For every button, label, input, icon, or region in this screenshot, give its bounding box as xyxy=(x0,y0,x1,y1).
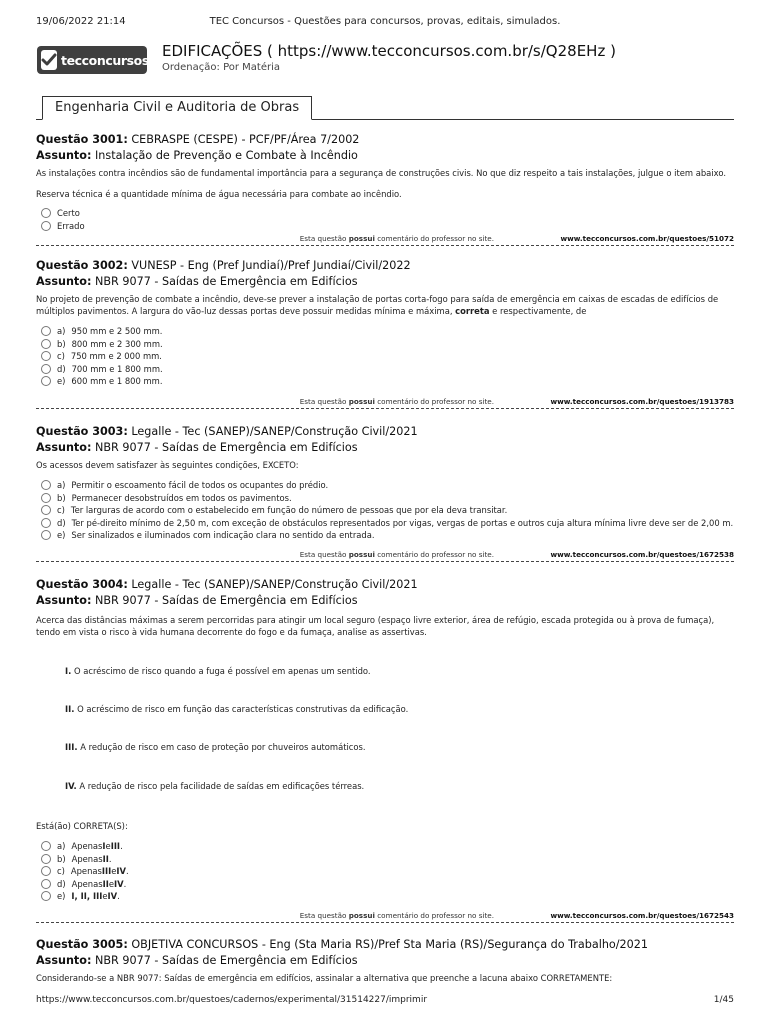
comment-note xyxy=(300,397,494,406)
subject-text: Instalação de Prevenção e Combate à Incêndio xyxy=(94,149,358,162)
question-header xyxy=(36,258,734,274)
question-source: Legalle - Tec (SANEP)/SANEP/Construção Civil/2021 xyxy=(131,425,418,438)
question-number: Questão 3001: xyxy=(36,133,128,146)
options-list xyxy=(36,325,734,388)
tecconcursos-logo xyxy=(37,46,147,74)
radio-button[interactable] xyxy=(41,530,51,540)
comment-note xyxy=(300,550,494,559)
option-roman: II xyxy=(102,878,109,889)
question-3005 xyxy=(36,937,734,984)
question-3004 xyxy=(36,577,734,638)
option-letter: c) xyxy=(57,866,65,877)
subject-tab: Engenharia Civil e Auditoria de Obras xyxy=(42,96,312,120)
subject-label: Assunto: xyxy=(36,275,92,288)
question-paragraph: Os acessos devem satisfazer às seguintes condições, EXCETO: xyxy=(36,460,299,470)
question-footer xyxy=(36,233,734,246)
option-text: e xyxy=(111,866,117,877)
question-number: Questão 3004: xyxy=(36,578,128,591)
print-date: 19/06/2022 21:14 xyxy=(36,16,126,27)
comment-note-prefix: Esta questão xyxy=(299,910,349,920)
assertive-iii xyxy=(65,742,366,752)
question-paragraph: Reserva técnica é a quantidade mínima de água necessária para combate ao incêndio. xyxy=(36,189,402,199)
options-list xyxy=(36,479,734,542)
option-a[interactable] xyxy=(36,479,734,492)
option-text: Errado xyxy=(57,220,85,231)
option-roman: IV xyxy=(107,891,118,902)
radio-button[interactable] xyxy=(41,480,51,490)
subject-label: Assunto: xyxy=(36,954,92,967)
comment-note-suffix: comentário do professor no site. xyxy=(374,910,494,920)
question-3002 xyxy=(36,258,734,409)
question-url[interactable]: www.tecconcursos.com.br/questoes/1913783 xyxy=(550,396,734,406)
comment-note xyxy=(300,911,494,920)
question-3001 xyxy=(36,132,734,246)
option-text: . xyxy=(120,841,123,852)
option-c[interactable] xyxy=(36,350,734,363)
assertive-text: A redução de risco em caso de proteção por chuveiros automáticos. xyxy=(77,742,366,752)
question-paragraph: Acerca das distâncias máximas a serem percorridas para atingir um local seguro (espaço livre exterior, área de refúgio, escada protegida ou à prova de fumaça), tendo em vista o risco à vida humana decorrente do fogo e da fumaça, analise as assertivas. xyxy=(36,615,715,637)
question-source: VUNESP - Eng (Pref Jundiaí)/Pref Jundiaí/Civil/2022 xyxy=(131,259,411,272)
option-text: 800 mm e 2 300 mm. xyxy=(71,338,163,349)
print-title: TEC Concursos - Questões para concursos, provas, editais, simulados. xyxy=(209,16,561,27)
comment-note-prefix: Esta questão xyxy=(299,234,349,243)
radio-button[interactable] xyxy=(41,364,51,374)
option-text: 950 mm e 2 500 mm. xyxy=(71,326,163,337)
comment-note-bold: possui xyxy=(348,549,375,559)
option-c[interactable] xyxy=(36,865,734,878)
subject-text: NBR 9077 - Saídas de Emergência em Edifícios xyxy=(94,441,358,454)
option-text: Apenas xyxy=(71,841,103,852)
radio-button[interactable] xyxy=(41,351,51,361)
subject-text: NBR 9077 - Saídas de Emergência em Edifícios xyxy=(94,954,358,967)
radio-button[interactable] xyxy=(41,221,51,231)
option-letter: d) xyxy=(57,517,66,528)
option-text: Permitir o escoamento fácil de todos os ocupantes do prédio. xyxy=(71,480,329,491)
question-subject xyxy=(36,440,734,456)
question-source: CEBRASPE (CESPE) - PCF/PF/Área 7/2002 xyxy=(131,133,360,146)
option-letter: a) xyxy=(57,841,66,852)
option-letter: b) xyxy=(57,853,66,864)
page-number: 1/45 xyxy=(713,995,734,1005)
option-text: Certo xyxy=(57,208,80,219)
option-e[interactable] xyxy=(36,375,734,388)
subject-label: Assunto: xyxy=(36,441,92,454)
subject-label: Assunto: xyxy=(36,594,92,607)
print-url: https://www.tecconcursos.com.br/questoes/cadernos/experimental/31514227/imprimir xyxy=(36,995,428,1005)
assertive-text: O acréscimo de risco em função das características construtivas da edificação. xyxy=(74,704,409,714)
question-source: Legalle - Tec (SANEP)/SANEP/Construção Civil/2021 xyxy=(131,578,418,591)
option-text: 750 mm e 2 000 mm. xyxy=(70,351,162,362)
option-roman: III xyxy=(110,841,121,852)
option-text: e xyxy=(105,841,111,852)
subject-text: NBR 9077 - Saídas de Emergência em Edifícios xyxy=(94,275,358,288)
assertive-number: I. xyxy=(65,666,72,676)
option-letter: a) xyxy=(57,326,66,337)
radio-button[interactable] xyxy=(41,326,51,336)
option-text: . xyxy=(123,878,127,889)
question-url[interactable]: www.tecconcursos.com.br/questoes/1672543 xyxy=(550,910,734,920)
option-text: Ter larguras de acordo com o estabelecido em função do número de pessoas que por ela deva transitar. xyxy=(70,505,508,516)
option-letter: c) xyxy=(57,505,65,516)
option-roman: IV xyxy=(114,878,124,889)
option-text: Apenas xyxy=(70,866,102,877)
question-text xyxy=(36,459,734,471)
checkmark-icon xyxy=(41,50,57,70)
radio-button[interactable] xyxy=(41,505,51,515)
option-text: 600 mm e 1 800 mm. xyxy=(71,376,163,387)
radio-button[interactable] xyxy=(41,891,51,901)
assertive-number: IV. xyxy=(65,781,77,791)
option-certo[interactable] xyxy=(36,207,734,220)
question-source: OBJETIVA CONCURSOS - Eng (Sta Maria RS)/Pref Sta Maria (RS)/Segurança do Trabalho/2021 xyxy=(131,938,648,951)
option-letter: b) xyxy=(57,338,66,349)
assertive-text: A redução de risco pela facilidade de saídas em edificações térreas. xyxy=(76,781,365,791)
option-roman: II xyxy=(102,853,109,864)
question-text xyxy=(36,972,734,984)
question-3004-answers xyxy=(36,820,734,923)
option-a[interactable] xyxy=(36,840,734,853)
option-roman: I, II, III xyxy=(71,891,103,902)
question-header xyxy=(36,132,734,148)
question-number: Questão 3005: xyxy=(36,938,128,951)
question-url[interactable]: www.tecconcursos.com.br/questoes/1672538 xyxy=(550,549,734,559)
option-letter: d) xyxy=(57,363,66,374)
option-e[interactable] xyxy=(36,529,734,542)
option-text: Ser sinalizados e iluminados com indicação clara no sentido da entrada. xyxy=(71,530,375,541)
question-text xyxy=(36,167,734,200)
comment-note-suffix: comentário do professor no site. xyxy=(374,234,494,243)
option-text: e xyxy=(108,878,114,889)
question-header xyxy=(36,937,734,953)
assertive-number: II. xyxy=(65,704,75,714)
comment-note-bold: possui xyxy=(348,396,375,406)
radio-button[interactable] xyxy=(41,866,51,876)
option-text: Ter pé-direito mínimo de 2,50 m, com exceção de obstáculos representados por vigas, vergas de portas e outros cuja altura mínima livre deve ser de 2,00 m. xyxy=(71,517,734,528)
brand-name: tecconcursos xyxy=(61,52,149,68)
question-header xyxy=(36,577,734,593)
radio-button[interactable] xyxy=(41,339,51,349)
question-subject xyxy=(36,953,734,969)
options-list xyxy=(36,840,734,903)
comment-note-suffix: comentário do professor no site. xyxy=(374,549,494,559)
option-e[interactable] xyxy=(36,890,734,903)
option-text: Permanecer desobstruídos em todos os pavimentos. xyxy=(71,492,292,503)
option-letter: b) xyxy=(57,492,66,503)
radio-button[interactable] xyxy=(41,493,51,503)
question-url[interactable]: www.tecconcursos.com.br/questoes/51072 xyxy=(560,234,734,243)
radio-button[interactable] xyxy=(41,208,51,218)
option-letter: a) xyxy=(57,480,66,491)
text-part: e respectivamente, de xyxy=(489,306,587,316)
question-prompt: Está(ão) CORRETA(S): xyxy=(36,821,128,831)
option-d[interactable] xyxy=(36,517,734,530)
comment-note-prefix: Esta questão xyxy=(299,549,349,559)
assertive-i xyxy=(65,666,371,676)
option-c[interactable] xyxy=(36,504,734,517)
question-paragraph xyxy=(36,293,734,317)
comment-note-prefix: Esta questão xyxy=(299,396,349,406)
question-paragraph: Considerando-se a NBR 9077: Saídas de emergência em edifícios, assinalar a alternativa que preenche a lacuna abaixo CORRETAMENTE: xyxy=(36,973,613,983)
question-paragraph: As instalações contra incêndios são de fundamental importância para a segurança de construções civis. No que diz respeito a tais instalações, julgue o item abaixo. xyxy=(36,168,726,178)
radio-button[interactable] xyxy=(41,879,51,889)
option-d[interactable] xyxy=(36,878,734,891)
option-d[interactable] xyxy=(36,363,734,376)
text-emphasis: correta xyxy=(455,306,490,316)
question-3003 xyxy=(36,424,734,562)
question-subject xyxy=(36,274,734,290)
assertive-ii xyxy=(65,704,408,714)
option-text: . xyxy=(117,891,120,902)
option-a[interactable] xyxy=(36,325,734,338)
option-errado[interactable] xyxy=(36,220,734,233)
question-header xyxy=(36,424,734,440)
notebook-order: Ordenação: Por Matéria xyxy=(162,62,280,73)
option-text: . xyxy=(108,853,112,864)
option-roman: I xyxy=(102,841,106,852)
question-text xyxy=(36,293,734,317)
option-roman: III xyxy=(101,866,112,877)
comment-note xyxy=(300,234,494,243)
options-list xyxy=(36,207,734,232)
question-subject xyxy=(36,148,734,164)
comment-note-suffix: comentário do professor no site. xyxy=(374,396,494,406)
notebook-title: EDIFICAÇÕES ( https://www.tecconcursos.com.br/s/Q28EHz ) xyxy=(162,42,616,60)
comment-note-bold: possui xyxy=(348,234,375,243)
option-letter: e) xyxy=(57,530,66,541)
radio-button[interactable] xyxy=(41,841,51,851)
option-b[interactable] xyxy=(36,338,734,351)
radio-button[interactable] xyxy=(41,518,51,528)
question-subject xyxy=(36,593,734,609)
comment-note-bold: possui xyxy=(348,910,375,920)
option-text: Apenas xyxy=(71,853,103,864)
option-text: 700 mm e 1 800 mm. xyxy=(71,363,163,374)
option-text: . xyxy=(126,866,129,877)
option-letter: e) xyxy=(57,891,66,902)
option-b[interactable] xyxy=(36,853,734,866)
radio-button[interactable] xyxy=(41,376,51,386)
option-letter: e) xyxy=(57,376,66,387)
text-part: No projeto de prevenção de combate a incêndio, deve-se prever a instalação de portas corta-fogo para saída de emergência em caixas de escadas de edifícios de múltiplos pavimentos. A largura do vão-luz dessas portas deve possuir medidas mínima e máxima, xyxy=(36,294,719,316)
option-text: Apenas xyxy=(71,878,103,889)
question-footer xyxy=(36,396,734,409)
assertive-number: III. xyxy=(65,742,78,752)
question-number: Questão 3003: xyxy=(36,425,128,438)
subject-text: NBR 9077 - Saídas de Emergência em Edifícios xyxy=(94,594,358,607)
radio-button[interactable] xyxy=(41,854,51,864)
option-letter: c) xyxy=(57,351,65,362)
option-roman: IV xyxy=(116,866,127,877)
option-letter: d) xyxy=(57,878,66,889)
assertive-text: O acréscimo de risco quando a fuga é possível em apenas um sentido. xyxy=(71,666,371,676)
question-number: Questão 3002: xyxy=(36,259,128,272)
question-footer xyxy=(36,910,734,923)
assertive-iv xyxy=(65,781,364,791)
question-text xyxy=(36,614,734,638)
option-text: e xyxy=(102,891,108,902)
question-footer xyxy=(36,549,734,562)
subject-label: Assunto: xyxy=(36,149,92,162)
option-b[interactable] xyxy=(36,492,734,505)
